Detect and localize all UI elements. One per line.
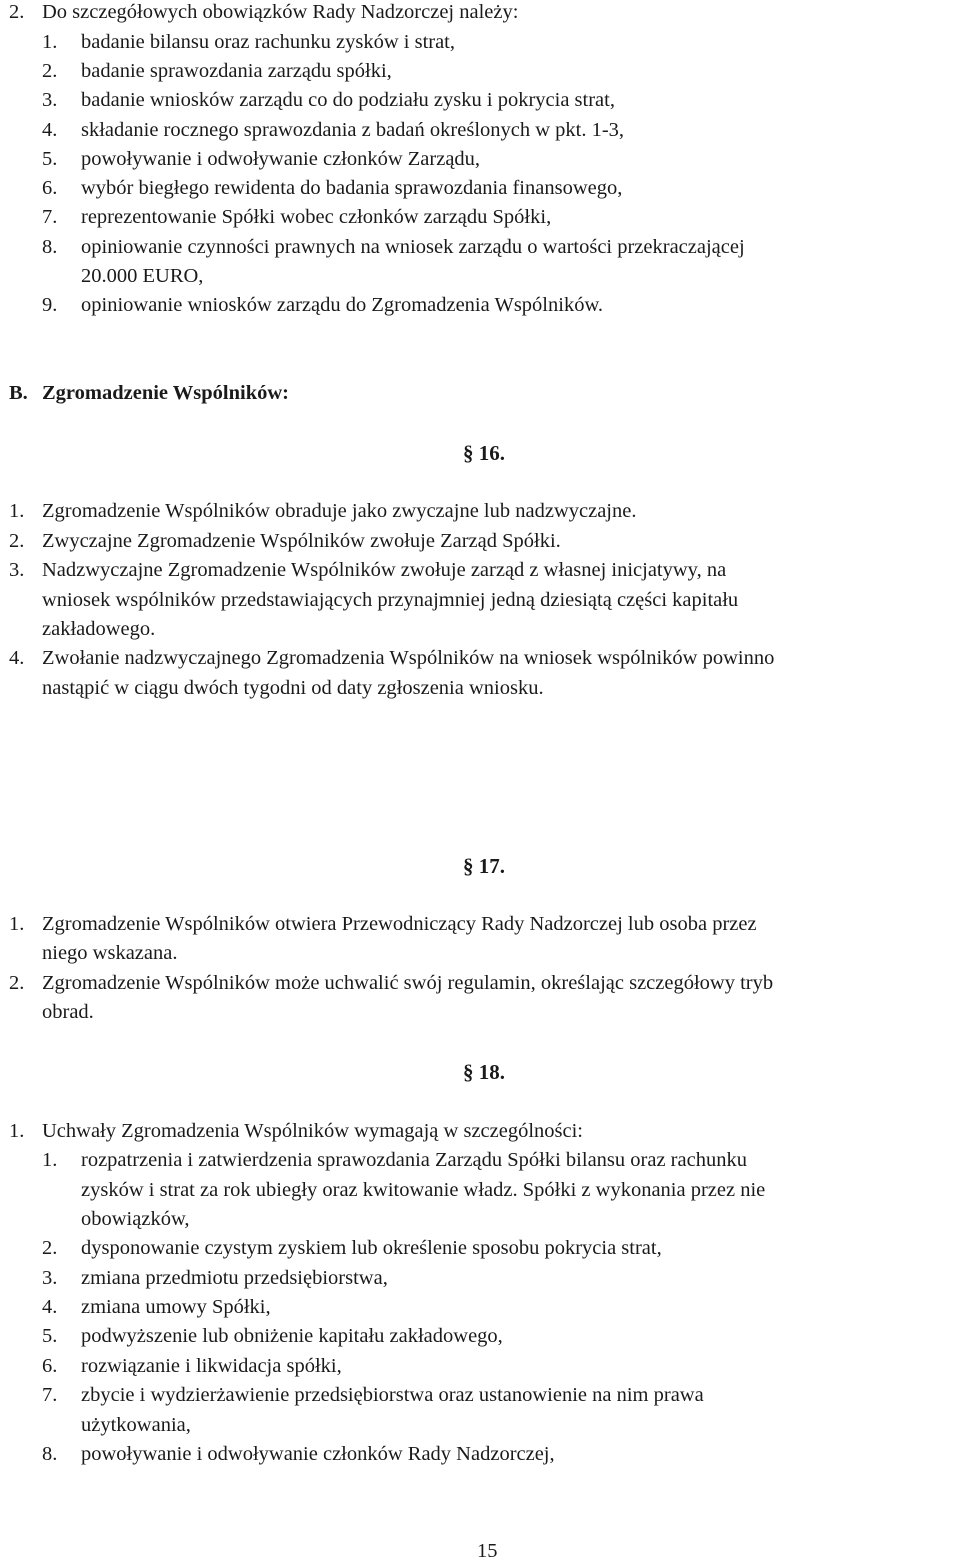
subitem-text: badanie wniosków zarządu co do podziału zysku i pokrycia strat,	[81, 89, 615, 111]
list-item-text: Zwyczajne Zgromadzenie Wspólników zwołuje Zarząd Spółki.	[42, 530, 561, 552]
subitem-text: obowiązków,	[81, 1208, 190, 1230]
subitem-text: zysków i strat za rok ubiegły oraz kwitowanie władz. Spółki z wykonania przez nie	[81, 1179, 766, 1201]
list-item-text: nastąpić w ciągu dwóch tygodni od daty zgłoszenia wniosku.	[42, 677, 544, 699]
list-item-text: niego wskazana.	[42, 942, 178, 964]
subitem-text-continued: 20.000 EURO,	[81, 265, 204, 287]
list-item-text: wniosek wspólników przedstawiających przynajmniej jedną dziesiątą części kapitału	[42, 589, 739, 611]
list-item-number: 1.	[9, 1120, 25, 1142]
subitem-text: dysponowanie czystym zyskiem lub określenie sposobu pokrycia strat,	[81, 1237, 662, 1259]
subitem-text: badanie bilansu oraz rachunku zysków i strat,	[81, 31, 456, 53]
subitem-number: 1.	[42, 1149, 58, 1171]
subitem-number: 4.	[42, 119, 58, 141]
list-item-text: obrad.	[42, 1001, 94, 1023]
subitem-text: zbycie i wydzierżawienie przedsiębiorstwa oraz ustanowienie na nim prawa	[81, 1384, 704, 1406]
subitem-text: rozwiązanie i likwidacja spółki,	[81, 1355, 342, 1377]
list-item-number: 2.	[9, 530, 25, 552]
list-item-number: 4.	[9, 647, 25, 669]
subitem-text: podwyższenie lub obniżenie kapitału zakładowego,	[81, 1325, 503, 1347]
list-item-text: Zgromadzenie Wspólników otwiera Przewodniczący Rady Nadzorczej lub osoba przez	[42, 913, 757, 935]
paragraph-17-mark: § 17.	[463, 854, 505, 878]
subitem-number: 3.	[42, 89, 58, 111]
subitem-number: 2.	[42, 1237, 58, 1259]
subitem-number: 4.	[42, 1296, 58, 1318]
subitem-number: 3.	[42, 1267, 58, 1289]
list-item-text: Zgromadzenie Wspólników może uchwalić swój regulamin, określając szczegółowy tryb	[42, 972, 774, 994]
subitem-number: 8.	[42, 236, 58, 258]
subitem-text: użytkowania,	[81, 1414, 191, 1436]
list-item-text: zakładowego.	[42, 618, 156, 640]
subitem-number: 5.	[42, 148, 58, 170]
subitem-text: powoływanie i odwoływanie członków Rady Nadzorczej,	[81, 1443, 555, 1465]
subitem-number: 9.	[42, 294, 58, 316]
subitem-text: powoływanie i odwoływanie członków Zarządu,	[81, 148, 481, 170]
subitem-text: opiniowanie wniosków zarządu do Zgromadzenia Wspólników.	[81, 294, 604, 316]
subitem-text: badanie sprawozdania zarządu spółki,	[81, 60, 392, 82]
subitem-number: 6.	[42, 1355, 58, 1377]
subitem-number: 7.	[42, 1384, 58, 1406]
subitem-text: reprezentowanie Spółki wobec członków zarządu Spółki,	[81, 206, 552, 228]
paragraph-18-mark: § 18.	[463, 1060, 505, 1084]
subitem-number: 1.	[42, 31, 58, 53]
subitem-number: 2.	[42, 60, 58, 82]
item-number: 2.	[9, 1, 25, 23]
item-text: Do szczegółowych obowiązków Rady Nadzorczej należy:	[42, 1, 519, 23]
subitem-number: 5.	[42, 1325, 58, 1347]
list-item-text: Uchwały Zgromadzenia Wspólników wymagają w szczególności:	[42, 1120, 583, 1142]
subitem-text: opiniowanie czynności prawnych na wniosek zarządu o wartości przekraczającej	[81, 236, 745, 258]
list-item-number: 3.	[9, 559, 25, 581]
section-title: Zgromadzenie Wspólników:	[42, 382, 289, 404]
subitem-text: wybór biegłego rewidenta do badania sprawozdania finansowego,	[81, 177, 623, 199]
subitem-text: zmiana przedmiotu przedsiębiorstwa,	[81, 1267, 388, 1289]
section-letter: B.	[9, 382, 28, 404]
subitem-number: 7.	[42, 206, 58, 228]
subitem-number: 6.	[42, 177, 58, 199]
list-item-text: Nadzwyczajne Zgromadzenie Wspólników zwołuje zarząd z własnej inicjatywy, na	[42, 559, 727, 581]
list-item-text: Zgromadzenie Wspólników obraduje jako zwyczajne lub nadzwyczajne.	[42, 500, 637, 522]
list-item-number: 1.	[9, 500, 25, 522]
subitem-text: zmiana umowy Spółki,	[81, 1296, 271, 1318]
paragraph-16-mark: § 16.	[463, 441, 505, 465]
list-item-text: Zwołanie nadzwyczajnego Zgromadzenia Wspólników na wniosek wspólników powinno	[42, 647, 775, 669]
list-item-number: 1.	[9, 913, 25, 935]
subitem-text: rozpatrzenia i zatwierdzenia sprawozdania Zarządu Spółki bilansu oraz rachunku	[81, 1149, 747, 1171]
subitem-text: składanie rocznego sprawozdania z badań określonych w pkt. 1-3,	[81, 119, 625, 141]
page-number: 15	[477, 1540, 498, 1562]
list-item-number: 2.	[9, 972, 25, 994]
subitem-number: 8.	[42, 1443, 58, 1465]
